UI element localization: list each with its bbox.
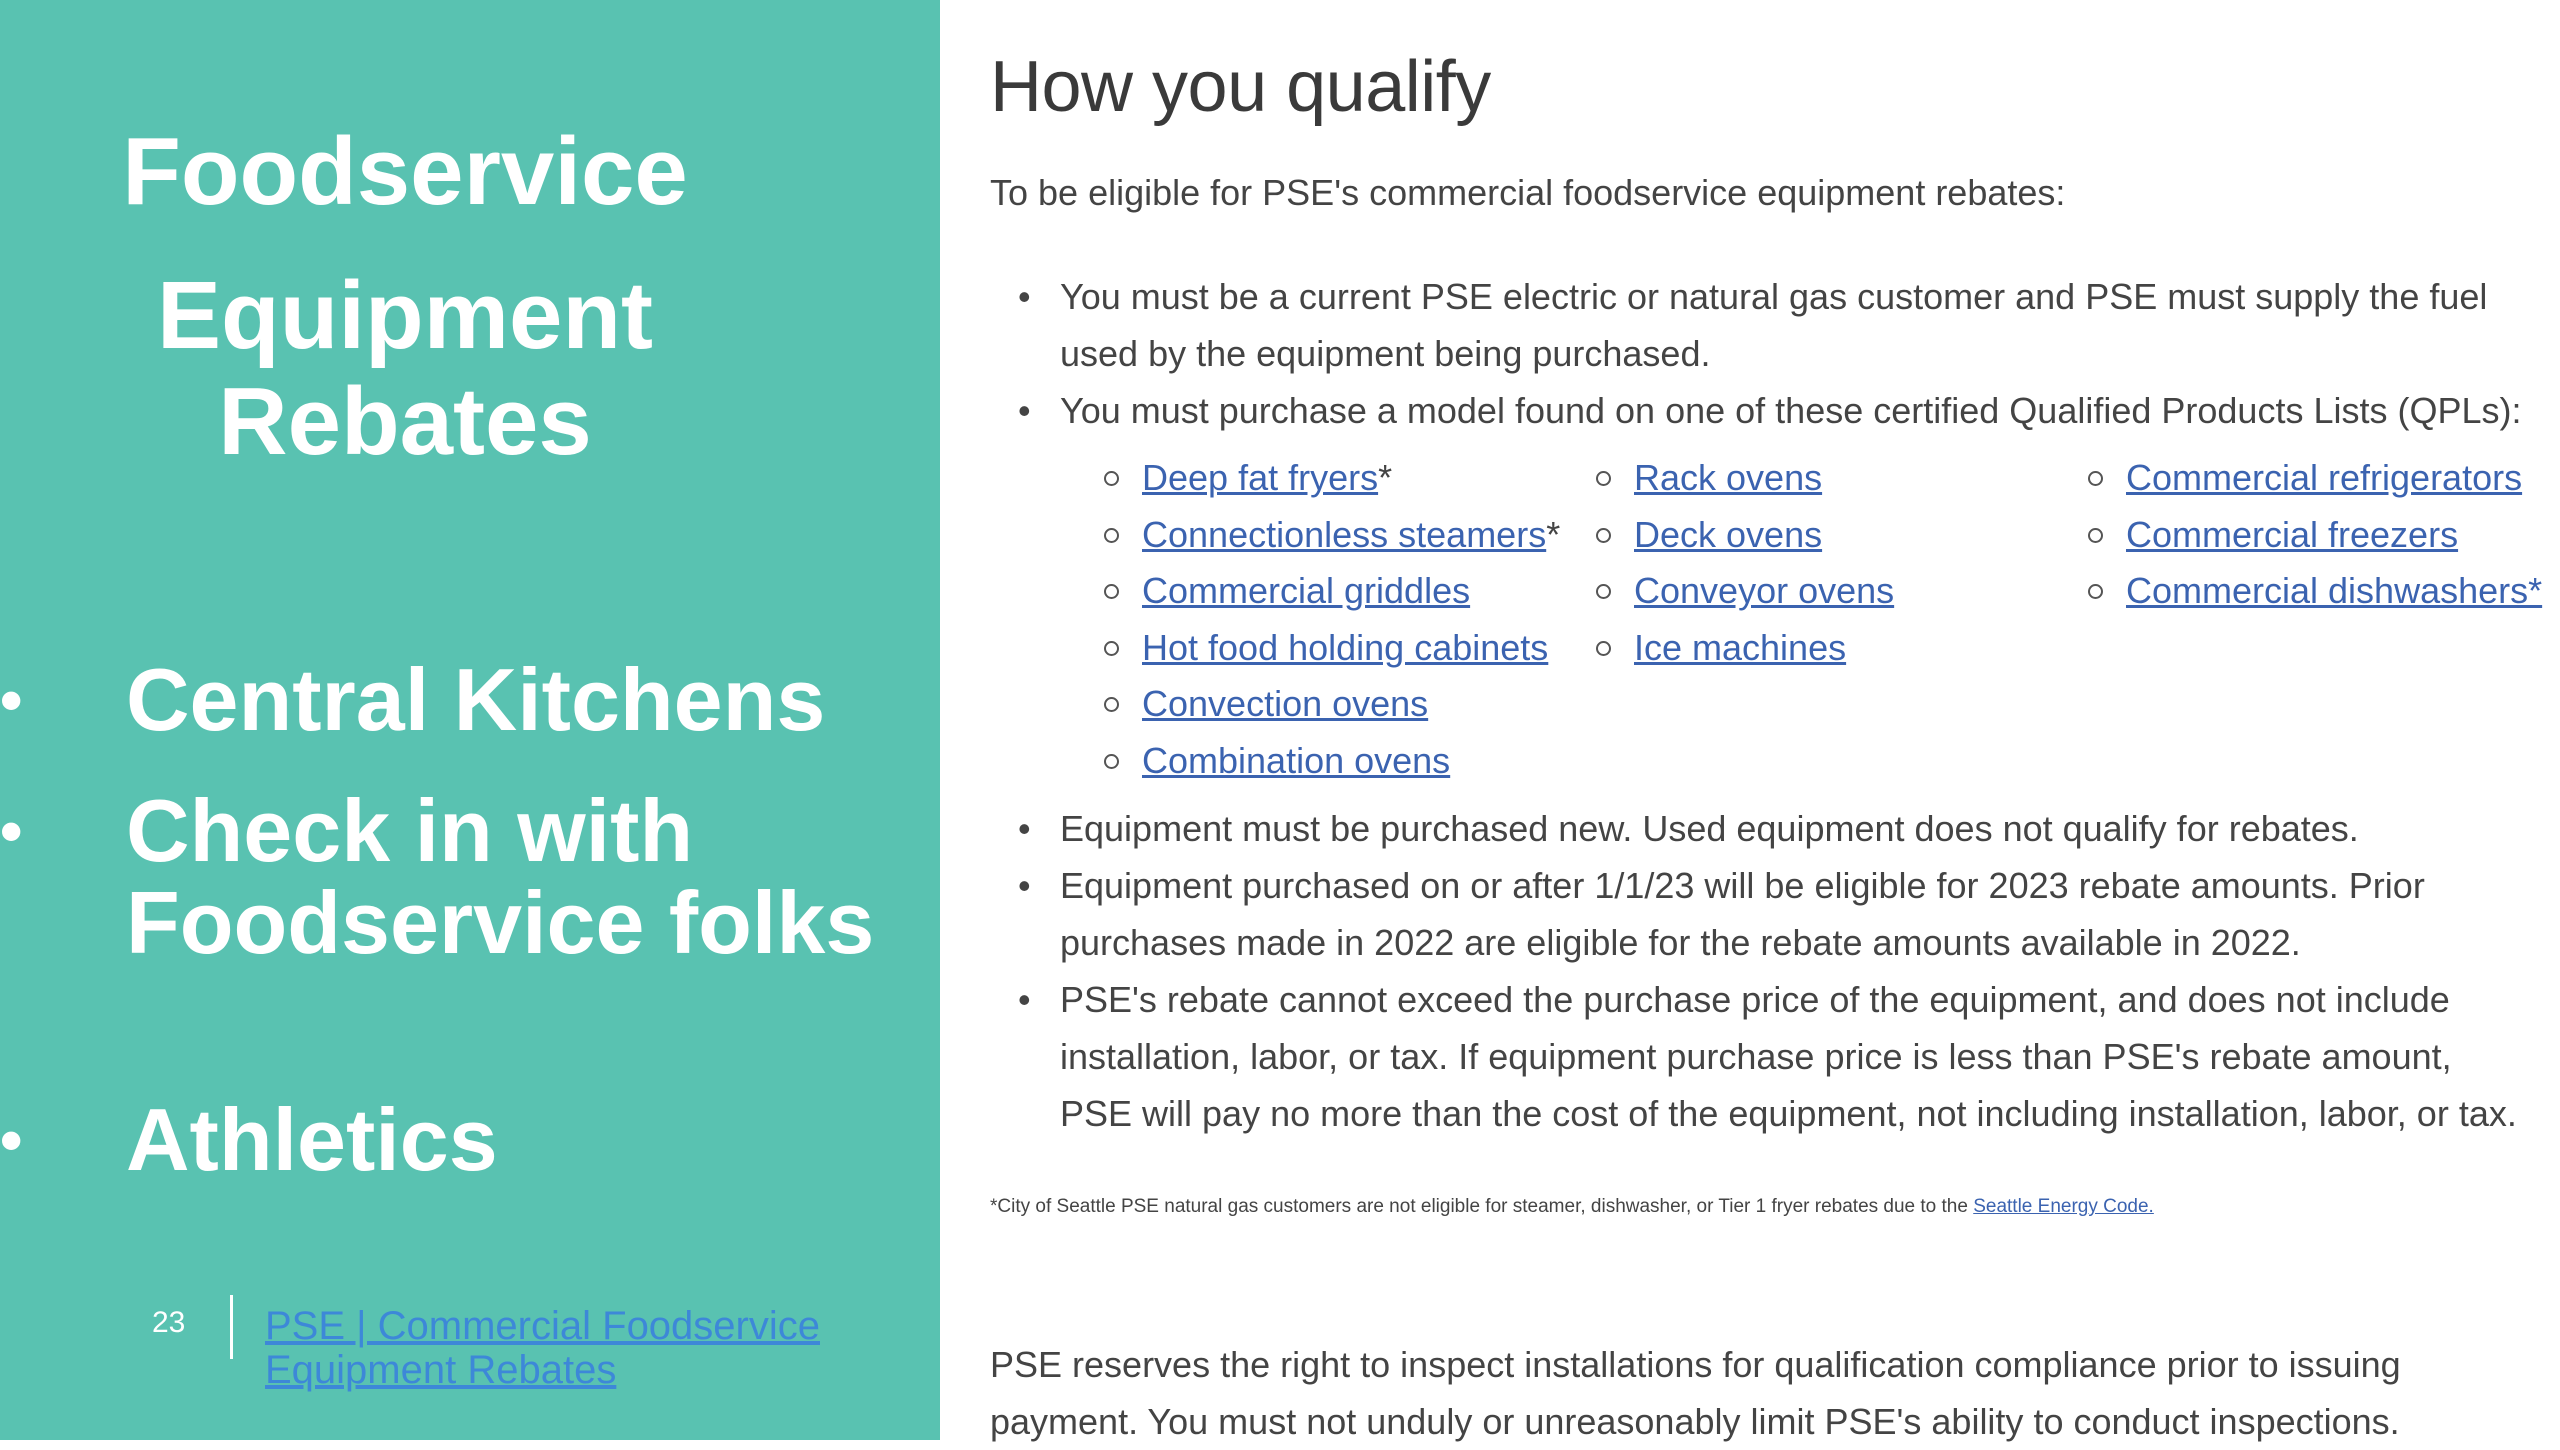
qpl-column-2 (1592, 450, 2072, 676)
asterisk-note: * (1546, 513, 1561, 555)
slide-title-line-3: Rebates (218, 368, 592, 475)
qpl-link-rack-ovens[interactable]: Rack ovens (1634, 457, 1823, 498)
qpl-list-item (1592, 620, 2072, 677)
circle-bullet-icon (1596, 641, 1611, 656)
requirement-item: • Equipment must be purchased new. Used equipment does not qualify for rebates. (1060, 800, 2530, 857)
closing-text: PSE reserves the right to inspect installations for qualification compliance prior to issuing payment. You must not unduly or unreasonably limit PSE's ability to conduct inspections. (990, 1344, 2401, 1442)
slide-bullet-text: Central Kitchens (126, 650, 826, 749)
qpl-link-deck-ovens[interactable]: Deck ovens (1634, 513, 1823, 555)
bullet-dot-icon: • (0, 1104, 23, 1176)
circle-bullet-icon (2088, 471, 2103, 486)
qpl-link-commercial-griddles[interactable]: Commercial griddles (1142, 570, 1471, 611)
bullet-dot-icon: • (0, 795, 23, 867)
circle-bullet-icon (1596, 528, 1611, 543)
qpl-link-commercial-dishwashers[interactable]: Commercial dishwashers* (2126, 570, 2543, 611)
qpl-link-commercial-freezers[interactable]: Commercial freezers (2126, 513, 2459, 555)
slide-title-line-2: Equipment (157, 262, 653, 369)
circle-bullet-icon (1596, 471, 1611, 486)
footer-divider (230, 1295, 233, 1359)
circle-bullet-icon (1596, 584, 1611, 599)
qpl-list-item (1592, 450, 2072, 507)
slide-bullet-text: Athletics (126, 1090, 498, 1189)
requirement-item: • Equipment purchased on or after 1/1/23 will be eligible for 2023 rebate amounts. Prior purchases made in 2022 are eligible for the rebate amounts available in 2022. (1060, 857, 2530, 971)
qpl-list-item (1100, 507, 1580, 564)
qpl-link-commercial-refrigerators[interactable]: Commercial refrigerators (2126, 457, 2523, 498)
qpl-column-1 (1100, 450, 1580, 789)
bullet-dot-icon: • (0, 664, 23, 736)
asterisk-note: * (1378, 457, 1393, 498)
qpl-link-connectionless-steamers[interactable]: Connectionless steamers (1142, 513, 1547, 555)
circle-bullet-icon (1104, 754, 1119, 769)
qpl-list-item (1592, 507, 2072, 564)
title-panel (0, 0, 940, 1440)
qpl-link-ice-machines[interactable]: Ice machines (1634, 626, 1847, 668)
page-number: 23 (152, 1306, 186, 1339)
slide-bullet-text: Check in with Foodservice folks (126, 781, 875, 972)
qpl-list-item (2084, 563, 2560, 620)
circle-bullet-icon (2088, 528, 2103, 543)
qpl-list-item (1592, 563, 2072, 620)
qpl-list-item (1100, 676, 1580, 733)
circle-bullet-icon (1104, 528, 1119, 543)
footnote (990, 1196, 2154, 1218)
circle-bullet-icon (1104, 471, 1119, 486)
slide-title-line-1: Foodservice (122, 118, 688, 225)
seattle-energy-code-link[interactable]: Seattle Energy Code. (1973, 1196, 2154, 1217)
requirement-item: • You must purchase a model found on one of these certified Qualified Products Lists (QPLs): (1060, 382, 2530, 439)
qpl-link-hot-food-holding-cabinets[interactable]: Hot food holding cabinets (1142, 626, 1549, 668)
circle-bullet-icon (1104, 641, 1119, 656)
circle-bullet-icon (2088, 584, 2103, 599)
circle-bullet-icon (1104, 584, 1119, 599)
qpl-list-item (1100, 620, 1580, 677)
footnote-text: *City of Seattle PSE natural gas customers are not eligible for steamer, dishwasher, or Tier 1 fryer rebates due to the (990, 1196, 1974, 1217)
qpl-list-item (1100, 563, 1580, 620)
requirement-item: • You must be a current PSE electric or natural gas customer and PSE must supply the fuel used by the equipment being purchased. (1060, 268, 2530, 382)
circle-bullet-icon (1104, 697, 1119, 712)
page-heading: How you qualify (990, 47, 1491, 127)
qpl-link-combination-ovens[interactable]: Combination ovens (1142, 739, 1451, 781)
qpl-link-deep-fat-fryers[interactable]: Deep fat fryers (1142, 457, 1379, 498)
qpl-list-item (2084, 507, 2560, 564)
content-panel (940, 0, 2560, 1440)
intro-text: To be eligible for PSE's commercial foodservice equipment rebates: (990, 172, 2066, 213)
qpl-link-conveyor-ovens[interactable]: Conveyor ovens (1634, 570, 1895, 611)
footer-source-link[interactable]: PSE | Commercial Foodservice Equipment Rebates (265, 1304, 820, 1392)
requirement-item: • PSE's rebate cannot exceed the purchase price of the equipment, and does not include installation, labor, or tax. If equipment purchase price is less than PSE's rebate amount, PSE will pay no more than the cost of the equipment, not including installation, labor, or tax. (1060, 971, 2530, 1142)
qpl-list-item (2084, 450, 2560, 507)
qpl-list-item (1100, 733, 1580, 790)
qpl-list-item (1100, 450, 1580, 507)
qpl-column-3 (2084, 450, 2560, 620)
qpl-link-convection-ovens[interactable]: Convection ovens (1142, 683, 1429, 724)
